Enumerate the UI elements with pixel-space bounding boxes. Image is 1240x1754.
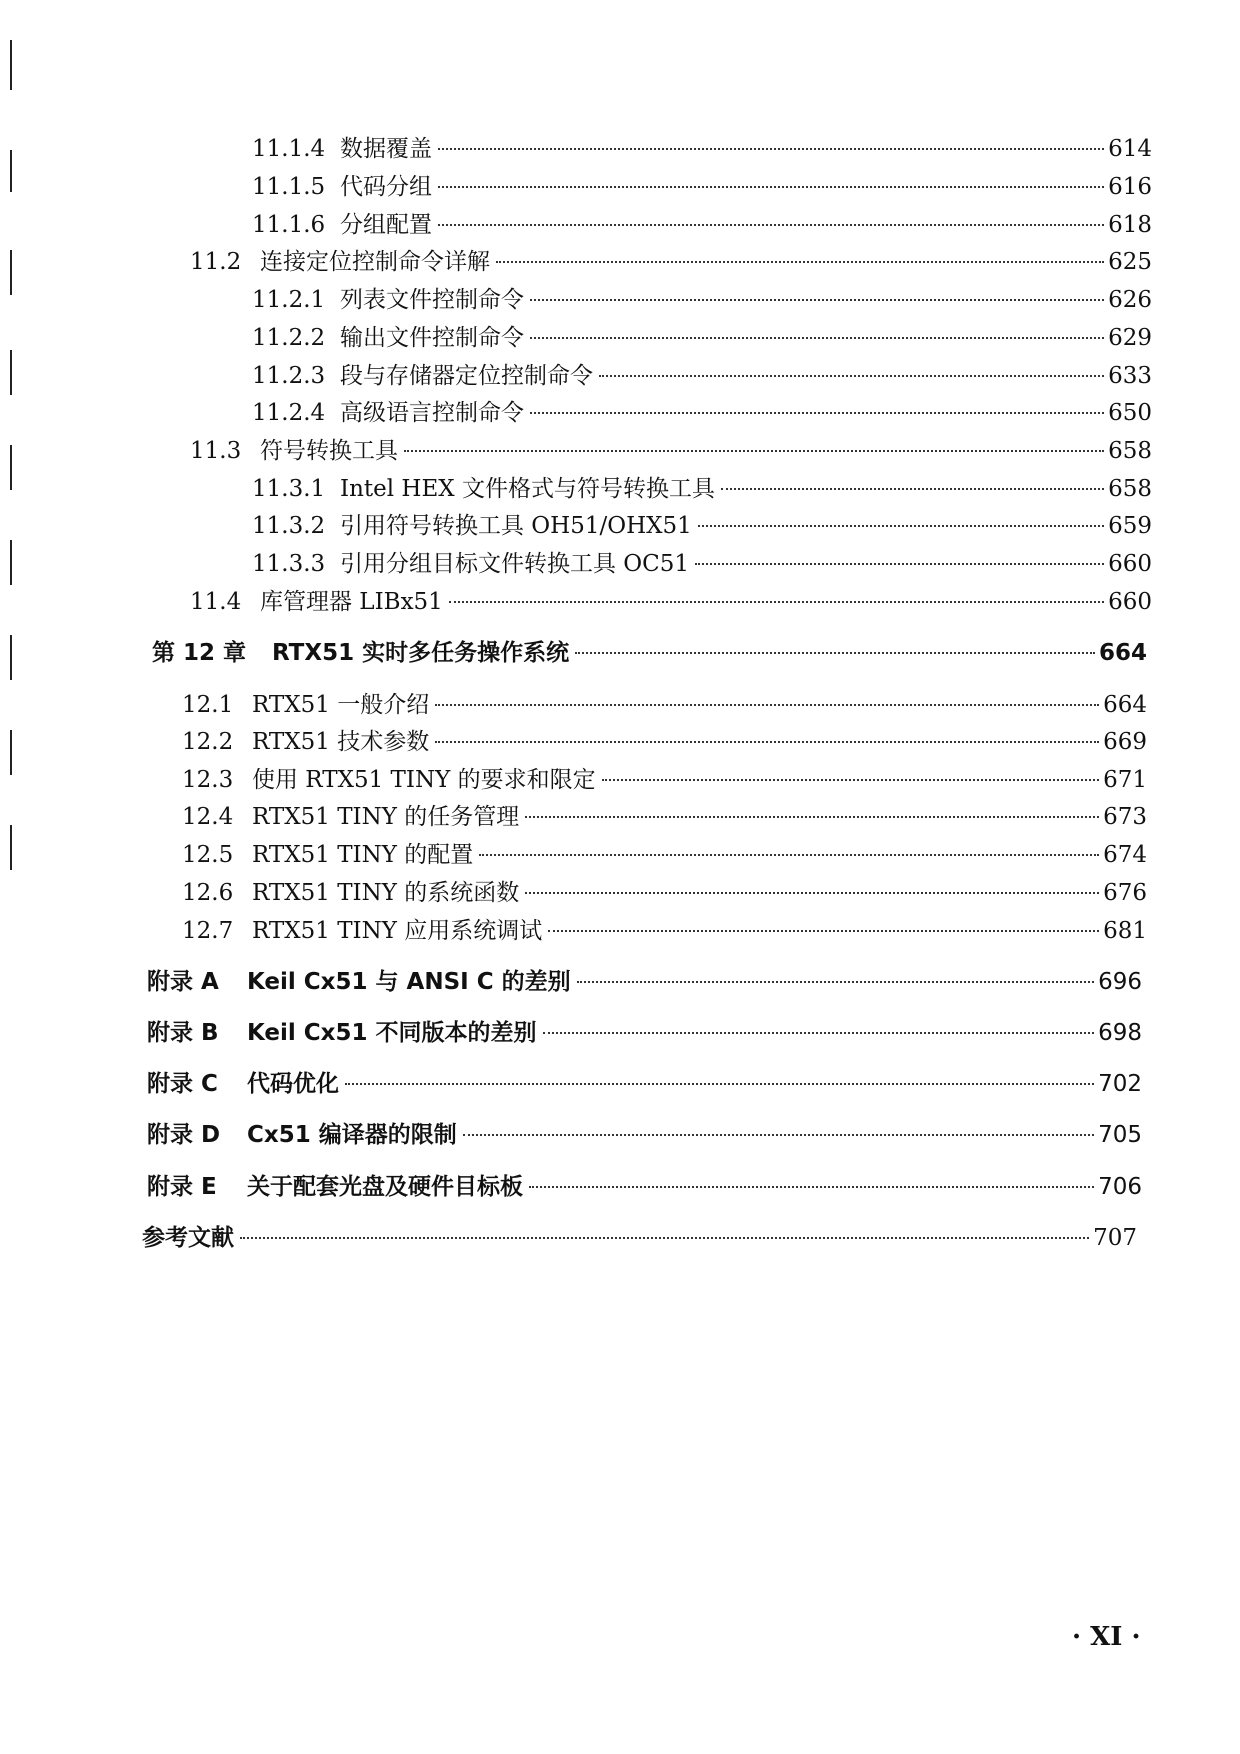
entry-page: 674 <box>1103 842 1147 868</box>
entry-page: 616 <box>1108 174 1152 200</box>
toc-entry[interactable] <box>252 168 1152 201</box>
appendix-title: 代码优化 <box>247 1071 339 1097</box>
entry-number: 12.6 <box>182 880 234 906</box>
dot-leader <box>438 186 1104 188</box>
scan-edge-mark <box>10 150 12 192</box>
toc-appendix-entry[interactable] <box>147 1065 1142 1098</box>
dot-leader <box>496 261 1104 263</box>
entry-title: 数据覆盖 <box>340 136 432 162</box>
scan-edge-mark <box>10 825 12 870</box>
entry-title: 输出文件控制命令 <box>340 325 524 351</box>
references-title: 参考文献 <box>142 1225 234 1251</box>
toc-entry[interactable] <box>252 281 1152 314</box>
chapter-title: RTX51 实时多任务操作系统 <box>272 640 570 666</box>
dot-leader <box>529 1186 1094 1188</box>
toc-entry[interactable] <box>182 836 1147 869</box>
entry-title: 分组配置 <box>340 212 432 238</box>
entry-page: 671 <box>1103 767 1147 793</box>
scan-edge-mark <box>10 40 12 90</box>
scan-edge-mark <box>10 730 12 775</box>
dot-leader <box>404 450 1104 452</box>
entry-title: RTX51 TINY 的系统函数 <box>252 880 520 906</box>
entry-page: 618 <box>1108 212 1152 238</box>
dot-leader <box>530 337 1104 339</box>
toc-appendix-entry[interactable] <box>147 963 1142 996</box>
appendix-title: Cx51 编译器的限制 <box>247 1122 457 1148</box>
toc-entry[interactable] <box>190 432 1152 465</box>
entry-title: 代码分组 <box>340 174 432 200</box>
toc-appendix-entry[interactable] <box>147 1168 1142 1201</box>
dot-leader <box>548 930 1099 932</box>
dot-leader <box>463 1134 1094 1136</box>
toc-entry[interactable] <box>182 912 1147 945</box>
entry-title: RTX51 TINY 的配置 <box>252 842 474 868</box>
dot-leader <box>695 563 1104 565</box>
dot-leader <box>577 981 1094 983</box>
scan-edge-mark <box>10 445 12 490</box>
dot-leader <box>438 148 1104 150</box>
entry-page: 664 <box>1103 692 1147 718</box>
entry-page: 673 <box>1103 804 1147 830</box>
entry-title: 段与存储器定位控制命令 <box>340 363 593 389</box>
entry-page: 659 <box>1108 513 1152 539</box>
dot-leader <box>449 601 1104 603</box>
entry-page: 660 <box>1108 551 1152 577</box>
dot-leader <box>435 704 1099 706</box>
entry-number: 11.3.1 <box>252 476 326 502</box>
toc-entry[interactable] <box>252 545 1152 578</box>
dot-leader <box>240 1237 1089 1239</box>
dot-leader <box>698 525 1104 527</box>
dot-leader <box>438 224 1104 226</box>
entry-page: 626 <box>1108 287 1152 313</box>
entry-number: 11.2.4 <box>252 400 326 426</box>
entry-page: 698 <box>1098 1020 1142 1046</box>
scan-edge-mark <box>10 350 12 395</box>
dot-leader <box>345 1083 1094 1085</box>
entry-number: 11.2.1 <box>252 287 326 313</box>
appendix-number: 附录 E <box>147 1174 217 1200</box>
page-folio: · XI · <box>1072 1622 1141 1652</box>
entry-page: 706 <box>1098 1174 1142 1200</box>
entry-title: 库管理器 LIBx51 <box>260 589 443 615</box>
entry-page: 696 <box>1098 969 1142 995</box>
entry-page: 650 <box>1108 400 1152 426</box>
toc-entry[interactable] <box>182 723 1147 756</box>
scan-edge-mark <box>10 540 12 585</box>
entry-title: RTX51 技术参数 <box>252 729 430 755</box>
dot-leader <box>599 375 1104 377</box>
entry-number: 12.4 <box>182 804 234 830</box>
entry-number: 11.2 <box>190 249 242 275</box>
entry-title: 列表文件控制命令 <box>340 287 524 313</box>
dot-leader <box>530 412 1104 414</box>
entry-page: 658 <box>1108 438 1152 464</box>
entry-page: 707 <box>1093 1225 1137 1251</box>
entry-number: 11.1.6 <box>252 212 326 238</box>
entry-page: 614 <box>1108 136 1152 162</box>
entry-number: 12.2 <box>182 729 234 755</box>
entry-number: 11.1.4 <box>252 136 326 162</box>
dot-leader <box>435 741 1099 743</box>
entry-number: 11.3.2 <box>252 513 326 539</box>
entry-page: 702 <box>1098 1071 1142 1097</box>
entry-page: 660 <box>1108 589 1152 615</box>
toc-entry[interactable] <box>252 206 1152 239</box>
entry-title: Intel HEX 文件格式与符号转换工具 <box>340 476 715 502</box>
toc-entry[interactable] <box>182 761 1147 794</box>
toc-entry[interactable] <box>252 470 1152 503</box>
dot-leader <box>543 1032 1095 1034</box>
toc-entry[interactable] <box>182 798 1147 831</box>
entry-page: 658 <box>1108 476 1152 502</box>
entry-title: RTX51 一般介绍 <box>252 692 430 718</box>
entry-page: 664 <box>1098 640 1147 666</box>
entry-page: 629 <box>1108 325 1152 351</box>
toc-references-entry[interactable] <box>142 1219 1137 1252</box>
appendix-number: 附录 D <box>147 1122 221 1148</box>
entry-title: 引用符号转换工具 OH51/OHX51 <box>340 513 692 539</box>
toc-chapter-entry[interactable] <box>152 634 1147 667</box>
appendix-number: 附录 B <box>147 1020 219 1046</box>
toc-entry[interactable] <box>252 357 1152 390</box>
toc-appendix-entry[interactable] <box>147 1116 1142 1149</box>
entry-title: RTX51 TINY 的任务管理 <box>252 804 520 830</box>
dot-leader <box>525 816 1099 818</box>
entry-title: RTX51 TINY 应用系统调试 <box>252 918 543 944</box>
entry-number: 12.7 <box>182 918 234 944</box>
entry-page: 669 <box>1103 729 1147 755</box>
entry-title: 符号转换工具 <box>260 438 398 464</box>
entry-number: 11.4 <box>190 589 242 615</box>
entry-number: 11.2.3 <box>252 363 326 389</box>
toc-entry[interactable] <box>252 394 1152 427</box>
toc-entry[interactable] <box>190 583 1152 616</box>
entry-page: 676 <box>1103 880 1147 906</box>
entry-page: 705 <box>1098 1122 1142 1148</box>
entry-number: 11.1.5 <box>252 174 326 200</box>
entry-page: 633 <box>1108 363 1152 389</box>
dot-leader <box>530 299 1104 301</box>
entry-number: 12.5 <box>182 842 234 868</box>
entry-title: 连接定位控制命令详解 <box>260 249 490 275</box>
entry-number: 12.3 <box>182 767 234 793</box>
toc-entry[interactable] <box>190 243 1152 276</box>
toc-entry[interactable] <box>252 130 1152 163</box>
chapter-number: 第 12 章 <box>152 640 247 666</box>
dot-leader <box>575 652 1095 654</box>
toc-appendix-entry[interactable] <box>147 1014 1142 1047</box>
entry-title: 引用分组目标文件转换工具 OC51 <box>340 551 690 577</box>
appendix-title: Keil Cx51 不同版本的差别 <box>247 1020 537 1046</box>
toc-entry[interactable] <box>252 507 1152 540</box>
dot-leader <box>721 488 1104 490</box>
scan-edge-mark <box>10 635 12 680</box>
appendix-number: 附录 C <box>147 1071 218 1097</box>
entry-number: 11.3.3 <box>252 551 326 577</box>
entry-number: 11.3 <box>190 438 242 464</box>
toc-entry[interactable] <box>252 319 1152 352</box>
entry-title: 使用 RTX51 TINY 的要求和限定 <box>252 767 596 793</box>
appendix-title: 关于配套光盘及硬件目标板 <box>247 1174 523 1200</box>
entry-number: 11.2.2 <box>252 325 326 351</box>
entry-page: 681 <box>1103 918 1147 944</box>
appendix-title: Keil Cx51 与 ANSI C 的差别 <box>247 969 571 995</box>
dot-leader <box>602 779 1100 781</box>
entry-page: 625 <box>1108 249 1152 275</box>
toc-entry[interactable] <box>182 874 1147 907</box>
entry-title: 高级语言控制命令 <box>340 400 524 426</box>
entry-number: 12.1 <box>182 692 234 718</box>
dot-leader <box>525 892 1099 894</box>
scan-edge-mark <box>10 250 12 295</box>
appendix-number: 附录 A <box>147 969 219 995</box>
toc-entry[interactable] <box>182 686 1147 719</box>
dot-leader <box>479 854 1099 856</box>
